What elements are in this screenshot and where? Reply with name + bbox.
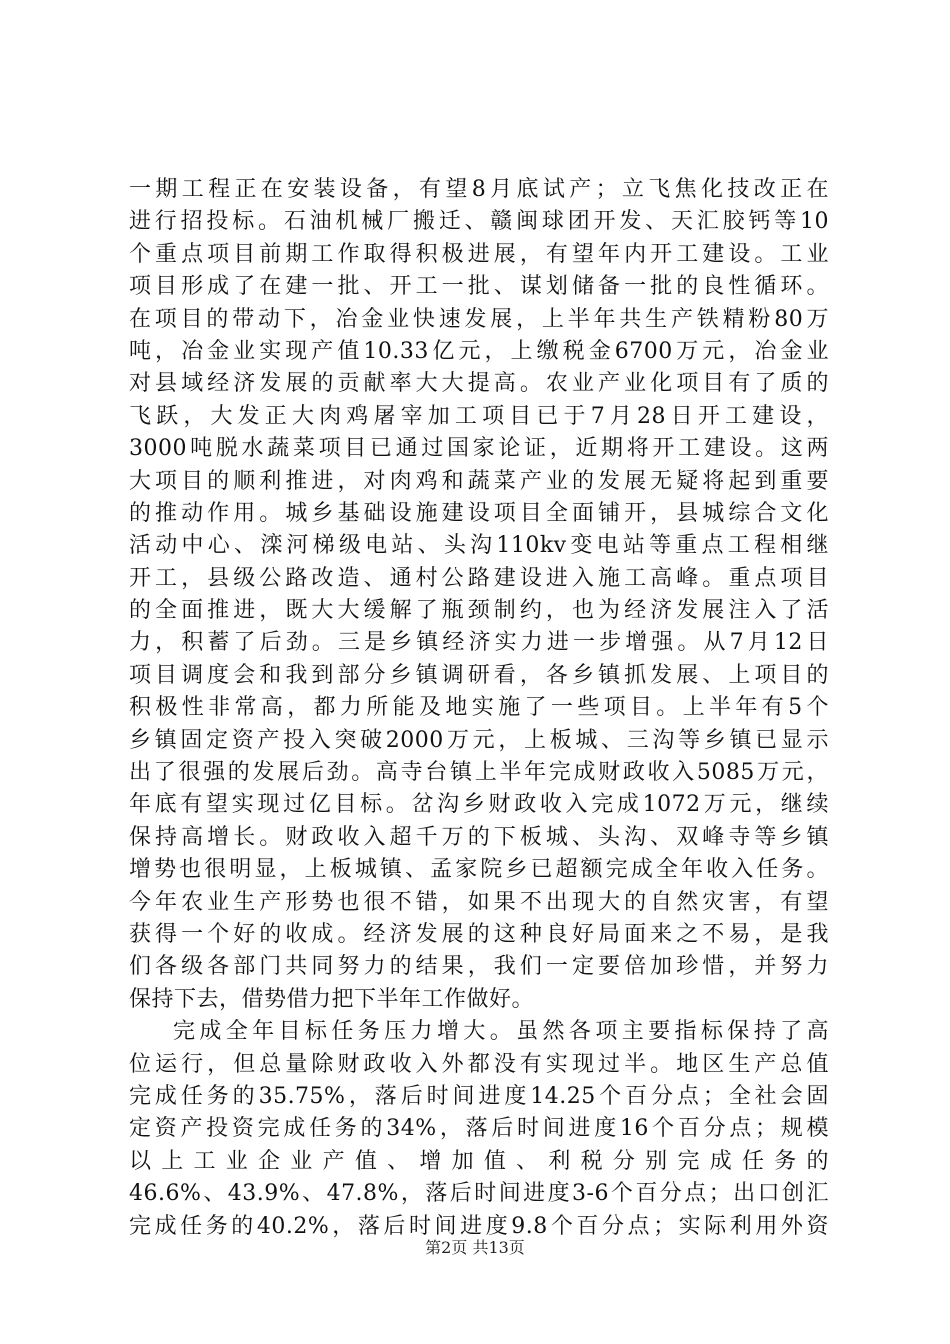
text-line: 保持高增长。财政收入超千万的下板城、头沟、双峰寺等乡镇 — [129, 824, 829, 850]
text-line: 的全面推进，既大大缓解了瓶颈制约，也为经济发展注入了活 — [129, 598, 829, 624]
text-line: 活动中心、滦河梯级电站、头沟110kv变电站等重点工程相继 — [129, 533, 829, 559]
text-line: 年底有望实现过亿目标。岔沟乡财政收入完成1072万元，继续 — [129, 792, 829, 818]
text-line: 在项目的带动下，冶金业快速发展，上半年共生产铁精粉80万 — [129, 306, 829, 332]
paragraph-first-line: 完成全年目标任务压力增大。虽然各项主要指标保持了高 — [173, 1019, 829, 1045]
text-line: 对县域经济发展的贡献率大大提高。农业产业化项目有了质的 — [129, 371, 829, 397]
text-line: 开工，县级公路改造、通村公路建设进入施工高峰。重点项目 — [129, 565, 829, 591]
text-line: 完成任务的40.2%，落后时间进度9.8个百分点；实际利用外资 — [129, 1213, 829, 1239]
text-line: 完成任务的35.75%，落后时间进度14.25个百分点；全社会固 — [129, 1083, 829, 1109]
text-line: 进行招投标。石油机械厂搬迁、赣闽球团开发、天汇胶钙等10 — [129, 209, 829, 235]
text-line: 保持下去，借势借力把下半年工作做好。 — [129, 986, 535, 1012]
text-line: 项目调度会和我到部分乡镇调研看，各乡镇抓发展、上项目的 — [129, 662, 829, 688]
text-line: 们各级各部门共同努力的结果，我们一定要倍加珍惜，并努力 — [129, 954, 829, 980]
text-line: 3000吨脱水蔬菜项目已通过国家论证，近期将开工建设。这两 — [129, 436, 829, 462]
text-line: 个重点项目前期工作取得积极进展，有望年内开工建设。工业 — [129, 241, 829, 267]
text-line: 定资产投资完成任务的34%，落后时间进度16个百分点；规模 — [129, 1116, 829, 1142]
text-line: 乡镇固定资产投入突破2000万元，上板城、三沟等乡镇已显示 — [129, 727, 829, 753]
text-line: 一期工程正在安装设备，有望8月底试产；立飞焦化技改正在 — [129, 177, 829, 202]
text-line: 获得一个好的收成。经济发展的这种良好局面来之不易，是我 — [129, 921, 829, 947]
text-line: 位运行，但总量除财政收入外都没有实现过半。地区生产总值 — [129, 1051, 829, 1077]
text-line: 的推动作用。城乡基础设施建设项目全面铺开，县城综合文化 — [129, 500, 829, 526]
text-line: 大项目的顺利推进，对肉鸡和蔬菜产业的发展无疑将起到重要 — [129, 468, 829, 494]
text-line: 项目形成了在建一批、开工一批、谋划储备一批的良性循环。 — [129, 274, 829, 300]
text-line: 力，积蓄了后劲。三是乡镇经济实力进一步增强。从7月12日 — [129, 630, 829, 656]
text-line: 46.6%、43.9%、47.8%，落后时间进度3-6个百分点；出口创汇 — [129, 1181, 829, 1207]
text-line: 吨，冶金业实现产值10.33亿元，上缴税金6700万元，冶金业 — [129, 338, 829, 364]
page-footer: 第2页 共13页 — [425, 1238, 525, 1257]
body-text — [129, 174, 829, 1243]
text-line: 出了很强的发展后劲。高寺台镇上半年完成财政收入5085万元， — [129, 760, 829, 786]
text-line: 飞跃，大发正大肉鸡屠宰加工项目已于7月28日开工建设， — [129, 403, 829, 429]
text-line: 今年农业生产形势也很不错，如果不出现大的自然灾害，有望 — [129, 889, 829, 915]
text-line: 增势也很明显，上板城镇、孟家院乡已超额完成全年收入任务。 — [129, 857, 829, 883]
text-line: 以上工业企业产值、增加值、利税分别完成任务的 — [129, 1148, 829, 1174]
text-line: 积极性非常高，都力所能及地实施了一些项目。上半年有5个 — [129, 695, 829, 721]
